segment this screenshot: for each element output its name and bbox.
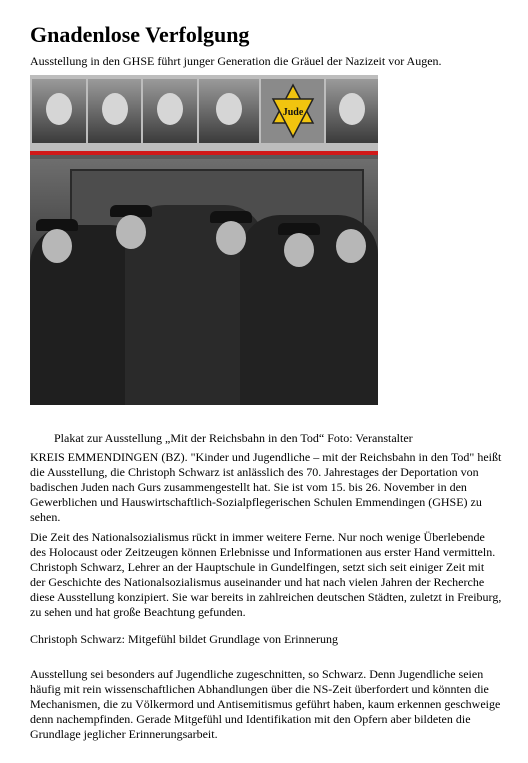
portrait-thumb xyxy=(88,79,142,143)
subtitle: Ausstellung in den GHSE führt junger Generation die Gräuel der Nazizeit vor Augen. xyxy=(30,54,442,68)
paragraph: Ausstellung sei besonders auf Jugendliche zugeschnitten, so Schwarz. Denn Jugendliche seien häufig mit rein wissenschaftlichen Abhandlungen über die NS-Zeit überfordert und könnten die Mechanismen, die zu Völkermord und Antisemitismus geführt haben, kaum erkennen geschweige denn nachempfinden. Gerade Mitgefühl und Identifikation mit den Opfern aber bildeten die Grundlage jeglicher Erinnerungsarbeit. xyxy=(30,667,501,741)
portrait-thumb xyxy=(143,79,197,143)
paragraph: KREIS EMMENDINGEN (BZ). "Kinder und Jugendliche – mit der Reichsbahn in den Tod" heißt die Ausstellung, die Christoph Schwarz ist anlässlich des 70. Jahrestages der Deportation von badischen Juden nach Gurs zusammengestellt hat. Sie ist vom 15. bis 26. November in den Gewerblichen und Hauswirtschaftlich-Sozialpflegerischen Schulen Emmendingen (GHSE) zu sehen. xyxy=(30,450,502,524)
subheading: Christoph Schwarz: Mitgefühl bildet Grundlage von Erinnerung xyxy=(30,632,338,646)
headline: Gnadenlose Verfolgung xyxy=(30,22,250,47)
portrait-strip xyxy=(30,75,378,155)
paragraph: Die Zeit des Nationalsozialismus rückt in immer weitere Ferne. Nur noch wenige Überlebende des Holocaust oder Zeitzeugen können Erlebnisse und Informationen aus erster Hand vermitteln. Christoph Schwarz, Lehrer an der Hauptschule in Gundelfingen, setzt sich seit einiger Zeit mit der Geschichte des Nationalsozialismus auseinander und hat nach vielen Jahren der Recherche diese Ausstellung konzipiert. Sie war bereits in zahlreichen deutschen Städten, zuletzt in Freiburg, zu sehen und hat große Beachtung gefunden. xyxy=(30,530,502,619)
star-label: Jude xyxy=(282,107,303,118)
yellow-star-icon xyxy=(271,83,315,139)
portrait-thumb xyxy=(326,79,378,143)
portrait-thumb xyxy=(32,79,86,143)
article-photo xyxy=(30,75,378,405)
photo-caption: Plakat zur Ausstellung „Mit der Reichsbahn in den Tod“ Foto: Veranstalter xyxy=(54,431,413,445)
portrait-thumb xyxy=(199,79,259,143)
article xyxy=(30,22,502,742)
star-thumb xyxy=(261,79,325,143)
deportation-scene xyxy=(30,159,378,405)
